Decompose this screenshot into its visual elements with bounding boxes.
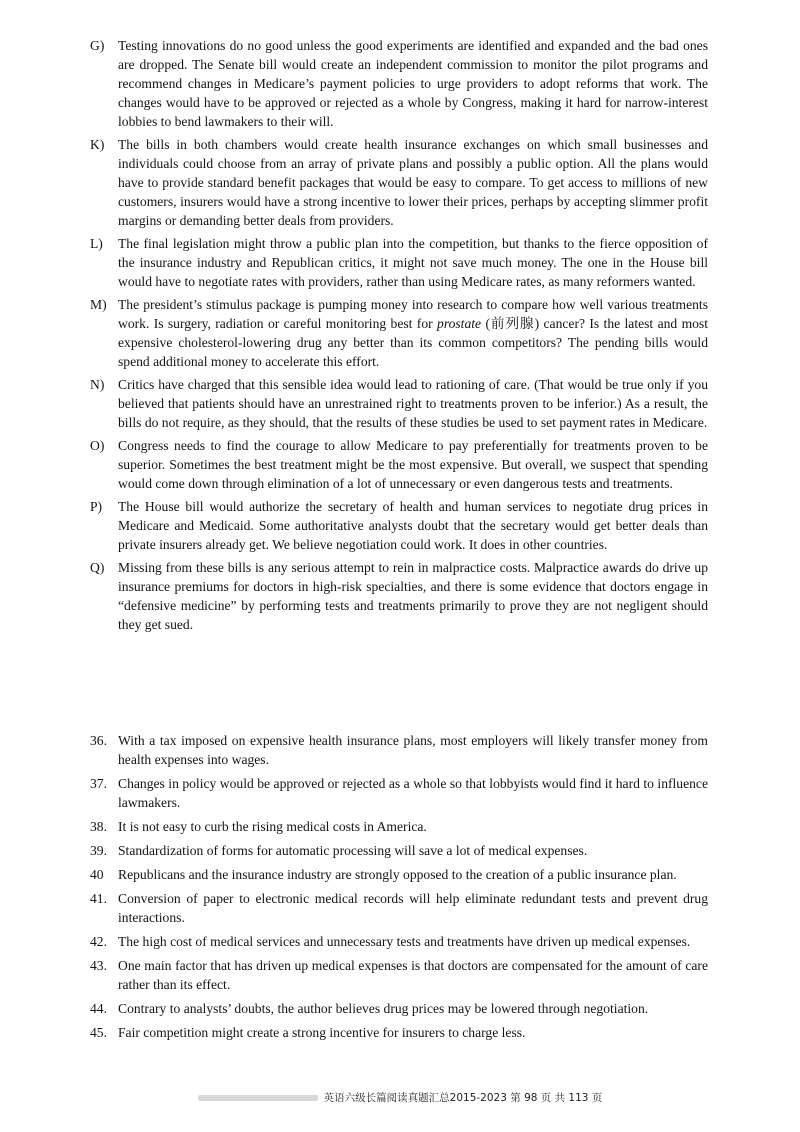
page-footer bbox=[0, 1090, 800, 1105]
paragraph-label: Q) bbox=[90, 560, 105, 575]
paragraph-label: L) bbox=[90, 236, 103, 251]
question-number: 41. bbox=[90, 891, 107, 906]
italic-term: prostate bbox=[437, 316, 482, 331]
question-text: The high cost of medical services and unnecessary tests and treatments have driven up medical expenses. bbox=[118, 934, 691, 949]
question-text: Conversion of paper to electronic medical records will help eliminate redundant tests and prevent drug interactions. bbox=[118, 891, 708, 925]
paragraph-p bbox=[90, 497, 708, 554]
question-list bbox=[90, 731, 708, 1047]
paragraph-n bbox=[90, 375, 708, 432]
question-text: Changes in policy would be approved or rejected as a whole so that lobbyists would find it hard to influence lawmakers. bbox=[118, 776, 708, 810]
paragraph-text bbox=[118, 295, 708, 371]
question-item bbox=[90, 817, 708, 836]
question-number: 43. bbox=[90, 958, 107, 973]
footer-text: 英语六级长篇阅读真题汇总2015-2023 第 98 页 共 113 页 bbox=[323, 1092, 603, 1104]
question-item bbox=[90, 932, 708, 951]
paragraph-label: O) bbox=[90, 438, 105, 453]
question-number: 42. bbox=[90, 934, 107, 949]
paragraph-text: The bills in both chambers would create health insurance exchanges on which small businesses and individuals could choose from an array of private plans and possibly a public option. All the plans would have to provide standard benefit packages that would be easy to compare. To get access to millions of new customers, insurers would have a strong incentive to lower their prices, perhaps by accepting slimmer profit margins or demanding better deals from providers. bbox=[118, 137, 708, 228]
question-item bbox=[90, 889, 708, 927]
question-item bbox=[90, 865, 708, 884]
question-item bbox=[90, 1023, 708, 1042]
question-number: 36. bbox=[90, 733, 107, 748]
question-item bbox=[90, 774, 708, 812]
footer-smudge bbox=[198, 1095, 318, 1101]
paragraph-text: The final legislation might throw a public plan into the competition, but thanks to the fierce opposition of the insurance industry and Republican critics, it might not save much money. The one in the House bill would have to negotiate rates with providers, rather than using Medicare rates, as many reformers wanted. bbox=[118, 236, 708, 289]
paragraph-text: Congress needs to find the courage to allow Medicare to pay preferentially for treatments proven to be superior. Sometimes the best treatment might be the most expensive. But overall, we suspect that spending would come down through elimination of a lot of unnecessary or even dangerous tests and treatments. bbox=[118, 438, 708, 491]
paragraph-label: M) bbox=[90, 297, 107, 312]
paragraph-text-before: The president’s stimulus package is pumping money into research to compare how well various treatments work. Is surgery, radiation or careful monitoring best for bbox=[118, 297, 708, 331]
question-text: Fair competition might create a strong incentive for insurers to charge less. bbox=[118, 1025, 526, 1040]
question-number: 44. bbox=[90, 1001, 107, 1016]
paragraph-label: N) bbox=[90, 377, 105, 392]
question-item bbox=[90, 841, 708, 860]
question-text: Republicans and the insurance industry are strongly opposed to the creation of a public insurance plan. bbox=[118, 867, 677, 882]
question-text: One main factor that has driven up medical expenses is that doctors are compensated for the amount of care rather than its effect. bbox=[118, 958, 708, 992]
paragraph-label: K) bbox=[90, 137, 105, 152]
paragraph-text: Missing from these bills is any serious attempt to rein in malpractice costs. Malpractice awards do drive up insurance premiums for doctors in high-risk specialties, and there is some evidence that doctors engage in “defensive medicine” by performing tests and treatments primarily to prove they are not negligent should they get sued. bbox=[118, 560, 708, 632]
paragraph-label: G) bbox=[90, 38, 105, 53]
question-number: 37. bbox=[90, 776, 107, 791]
question-number: 45. bbox=[90, 1025, 107, 1040]
question-text: With a tax imposed on expensive health insurance plans, most employers will likely transfer money from health expenses into wages. bbox=[118, 733, 708, 767]
question-number: 38. bbox=[90, 819, 107, 834]
paragraph-label: P) bbox=[90, 499, 103, 514]
question-item bbox=[90, 731, 708, 769]
question-item bbox=[90, 999, 708, 1018]
paragraph-g bbox=[90, 36, 708, 131]
question-text: Standardization of forms for automatic processing will save a lot of medical expenses. bbox=[118, 843, 588, 858]
paragraph-l bbox=[90, 234, 708, 291]
paragraph-k bbox=[90, 135, 708, 230]
passage bbox=[90, 36, 708, 638]
question-item bbox=[90, 956, 708, 994]
question-number: 40 bbox=[90, 867, 104, 882]
question-text: It is not easy to curb the rising medical costs in America. bbox=[118, 819, 427, 834]
paragraph-text: Critics have charged that this sensible idea would lead to rationing of care. (That would be true only if you believed that patients should have an unrestrained right to treatments proven to be inferior.) As a result, the bills do not require, as they should, that the results of these studies be used to set payment rates in Medicare. bbox=[118, 377, 708, 430]
question-number: 39. bbox=[90, 843, 107, 858]
paragraph-text-after: (前列腺) cancer? Is the latest and most expensive cholesterol-lowering drug any better than its common competitors? The pending bills would spend additional money to accelerate this effort. bbox=[118, 316, 709, 369]
paragraph-q bbox=[90, 558, 708, 634]
question-text: Contrary to analysts’ doubts, the author believes drug prices may be lowered through negotiation. bbox=[118, 1001, 649, 1016]
paragraph-text: The House bill would authorize the secretary of health and human services to negotiate drug prices in Medicare and Medicaid. Some authoritative analysts doubt that the secretary would get better deals than private insurers already get. We believe negotiation could work. It does in other countries. bbox=[118, 499, 708, 552]
paragraph-m bbox=[90, 295, 708, 371]
paragraph-o bbox=[90, 436, 708, 493]
paragraph-text: Testing innovations do no good unless the good experiments are identified and expanded and the bad ones are dropped. The Senate bill would create an independent commission to monitor the pilot programs and recommend changes in Medicare’s payment policies to urge providers to adopt reforms that work. The changes would have to be approved or rejected as a whole by Congress, making it hard for narrow-interest lobbies to bend lawmakers to their will. bbox=[118, 38, 708, 129]
